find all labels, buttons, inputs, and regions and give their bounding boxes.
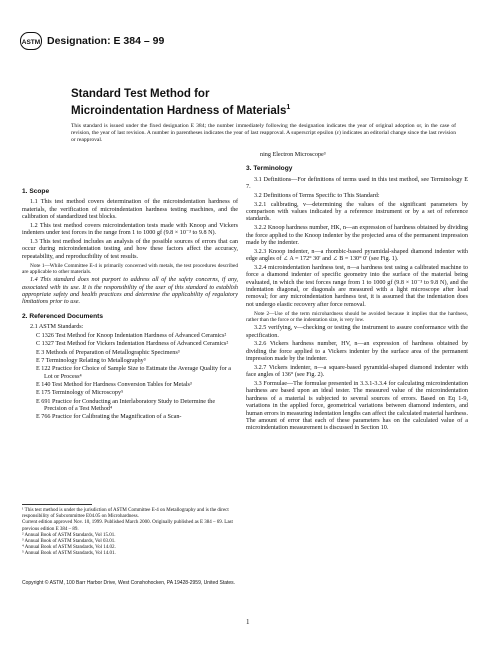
left-column	[22, 182, 238, 423]
para-3-2-3: 3.2.3 Knoop indenter, n—a rhombic-based pyramidal-shaped diamond indenter with edge angles of ∠ A = 172° 30′ and ∠ B = 130° 0′ (see Fig. 1).	[246, 248, 468, 263]
para-1-1: 1.1 This test method covers determination of the microindentation hardness of materials, the verification of microindentation hardness testing machines, and the calibration of standardized test blocks.	[22, 199, 238, 221]
reference-item: C 1326 Test Method for Knoop Indentation Hardness of Advanced Ceramics²	[36, 332, 227, 339]
para-1-3: 1.3 This test method includes an analysis of the possible sources of errors that can occur during microindentation testing and how these factors affect the accuracy, repeatability, and reproducibility of test results.	[22, 239, 238, 260]
section-2-heading: 2. Referenced Documents	[22, 312, 103, 320]
para-3-2-2: 3.2.2 Knoop hardness number, HK, n—an expression of hardness obtained by dividing the force applied to the Knoop indenter by the projected area of the permanent impression made by the indenter.	[246, 225, 468, 246]
copyright-line: Copyright © ASTM, 100 Barr Harbor Drive, West Conshohocken, PA 19428-2959, United States.	[22, 580, 236, 586]
reference-item: E 175 Terminology of Microscopy⁵	[36, 390, 124, 397]
para-3-3: 3.3 Formulae—The formulae presented in 3.3.1-3.3.4 for calculating microindentation hardness are based upon an ideal tester. The measured value of the microindentation hardness of a material is subjected to several sources of errors. Based on Eq 1-9, variations in the applied force, geometrical variations between diamond indenters, and human errors in measuring indentation lengths can affect the calculated material hardness. The amount of error that each of these parameters has on the calculated value of a microindentation measurement is discussed in Section 10.	[246, 381, 468, 432]
para-1-2: 1.2 This test method covers microindentation tests made with Knoop and Vickers indenters under test forces in the range from 1 to 1000 gf (9.8 × 10⁻³ to 9.8 N).	[22, 222, 238, 237]
para-1-4: 1.4 This standard does not purport to address all of the safety concerns, if any, associated with its use. It is the responsibility of the user of this standard to establish appropriate safety and health practices and determine the applicability of regulatory limitations prior to use.	[22, 277, 238, 306]
designation-preamble: This standard is issued under the fixed designation E 384; the number immediately following the designation indicates the year of original adoption or, in the case of revision, the year of last revision. A number in parentheses indicates the year of last reapproval. A superscript epsilon (ε) indicates an editorial change since the last revision or reapproval.	[71, 123, 456, 144]
title-line-2	[71, 101, 451, 118]
footnote: ² Annual Book of ASTM Standards, Vol 15.01.	[22, 532, 116, 538]
footnote: ⁵ Annual Book of ASTM Standards, Vol 14.01.	[22, 551, 116, 557]
para-2-1: 2.1 ASTM Standards:	[30, 324, 84, 330]
reference-item: E 7 Terminology Relating to Metallography³	[36, 357, 146, 364]
footnote-divider	[22, 504, 92, 505]
footnotes	[22, 504, 238, 558]
section-3-heading: 3. Terminology	[246, 165, 293, 173]
section-1-heading: 1. Scope	[22, 188, 50, 195]
para-3-2-7: 3.2.7 Vickers indenter, n—a square-based pyramidal-shaped diamond indenter with face angles of 136° (see Fig. 2).	[246, 364, 468, 379]
para-3-1: 3.1 Definitions—For definitions of terms used in this test method, see Terminology E 7.	[246, 176, 468, 191]
title-line-1: Standard Test Method for	[71, 88, 210, 100]
title-footnote-mark: 1	[286, 104, 291, 111]
reference-item: E 122 Practice for Choice of Sample Size to Estimate the Average Quality for a Lot or Process⁴	[36, 366, 231, 380]
para-3-2: 3.2 Definitions of Terms Specific to This Standard:	[254, 192, 380, 199]
reference-item: E 691 Practice for Conducting an Interlaboratory Study to Determine the Precision of a Test Method⁴	[36, 398, 216, 412]
para-3-2-4: 3.2.4 microindentation hardness test, n—a hardness test using a calibrated machine to force a diamond indenter of specific geometry into the surface of the material being evaluated, in which the test forces range from 1 to 1000 gf (9.8 × 10⁻³ to 9.8 N), and the indentation diagonal, or diagonals are measured with a light microscope after load removal; for any microindentation hardness test, it is assumed that the indentation does not undergo elastic recovery after force removal.	[246, 264, 468, 308]
title-main: Microindentation Hardness of Materials	[71, 104, 287, 117]
reference-item: E 766 Practice for Calibrating the Magnification of a Scan-	[36, 414, 182, 421]
designation-header: Designation: E 384 – 99	[47, 35, 165, 47]
astm-logo-icon	[20, 32, 42, 50]
reference-item: E 3 Methods of Preparation of Metallographic Specimens³	[36, 349, 180, 356]
footnote: ⁴ Annual Book of ASTM Standards, Vol 14.02.	[22, 545, 116, 551]
footnote: ³ Annual Book of ASTM Standards, Vol 03.01.	[22, 539, 116, 545]
reference-item: C 1327 Test Method for Vickers Indentation Hardness of Advanced Ceramics²	[36, 341, 229, 348]
footnote: ¹ This test method is under the jurisdiction of ASTM Committee E-4 on Metallography and is the direct responsibility of Subcommittee E04.05 on Microhardness.	[22, 508, 229, 520]
para-3-2-5: 3.2.5 verifying, v—checking or testing the instrument to assure conformance with the specification.	[246, 325, 468, 339]
para-3-2-6: 3.2.6 Vickers hardness number, HV, n—an expression of hardness obtained by dividing the force applied to a Vickers indenter by the surface area of the permanent impression made by the indenter.	[246, 341, 468, 363]
footnote: Current edition approved Nov. 10, 1999. Published March 2000. Originally published as E 384 – 69. Last previous edition E 384 – 89.	[22, 520, 233, 532]
svg-text:ASTM: ASTM	[21, 39, 41, 46]
right-column	[246, 152, 468, 434]
para-3-2-1: 3.2.1 calibrating, v—determining the values of the significant parameters by comparison with values indicated by a reference instrument or by a set of reference standards.	[246, 201, 468, 223]
page-number: 1	[246, 618, 250, 626]
note-1: Note 1—While Committee E-4 is primarily concerned with metals, the test procedures described are applicable to other materials.	[22, 262, 238, 276]
reference-continuation: ning Electron Microscope³	[260, 152, 326, 158]
title-block	[71, 88, 451, 118]
note-2: Note 2—Use of the term microhardness should be avoided because it implies that the hardness, rather than the force or the indentation size, is very low.	[246, 310, 468, 324]
reference-item: E 140 Test Method for Hardness Conversion Tables for Metals³	[36, 381, 192, 388]
